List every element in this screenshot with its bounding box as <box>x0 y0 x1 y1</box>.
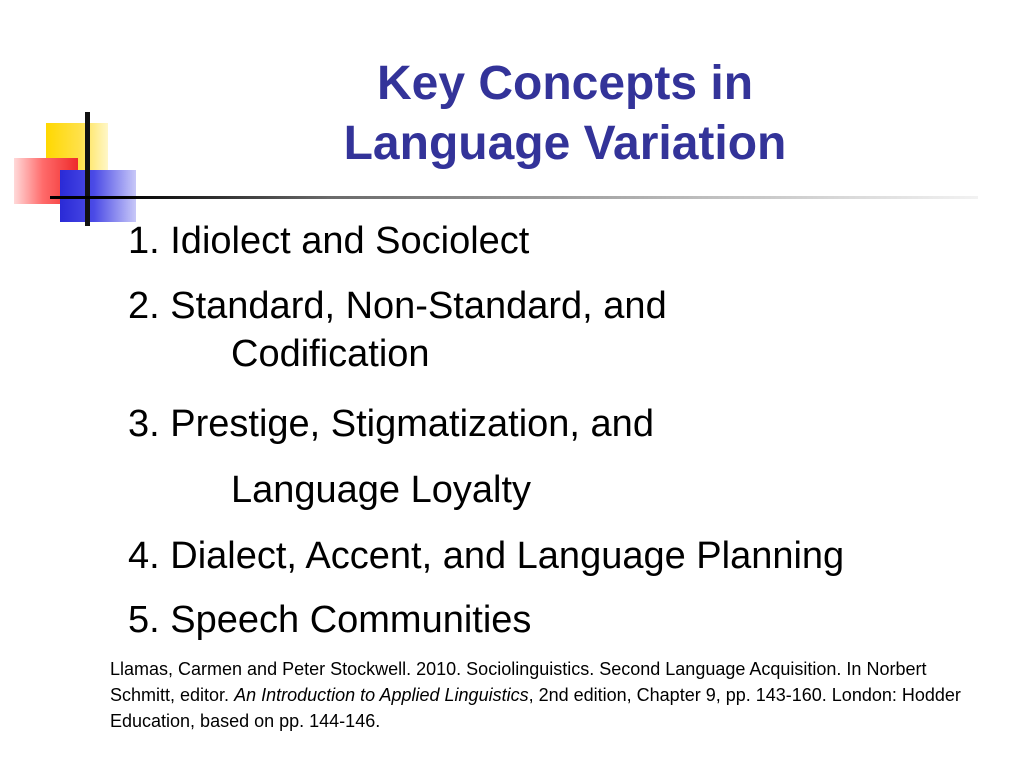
citation <box>110 656 990 734</box>
slide-title-line-1: Key Concepts in <box>376 57 754 110</box>
concept-item-3-continuation: Language Loyalty <box>231 469 532 511</box>
concept-item-4: 4. Dialect, Accent, and Language Planning <box>128 535 845 577</box>
citation-book-title: An Introduction to Applied Linguistics <box>234 685 529 705</box>
concept-item-2: 2. Standard, Non-Standard, and <box>128 285 667 327</box>
title-underline-rule <box>50 196 978 199</box>
concept-list <box>128 214 844 644</box>
citation-text-part-2: , 2nd edition, Chapter 9, pp. 143-160. London: Hodder Education, based on pp. 144-146. <box>110 685 961 731</box>
concept-item-1: 1. Idiolect and Sociolect <box>128 220 530 262</box>
citation-text-part-1: Llamas, Carmen and Peter Stockwell. 2010. Sociolinguistics. Second Language Acquisition. In Norbert Schmitt, editor. <box>110 659 927 705</box>
concept-item-5: 5. Speech Communities <box>128 599 532 641</box>
slide-title-line-2: Language Variation <box>343 117 787 170</box>
vertical-rule-decoration <box>85 112 90 226</box>
slide-title <box>220 54 910 174</box>
concept-item-2-continuation: Codification <box>231 333 430 375</box>
concept-item-3: 3. Prestige, Stigmatization, and <box>128 403 654 445</box>
